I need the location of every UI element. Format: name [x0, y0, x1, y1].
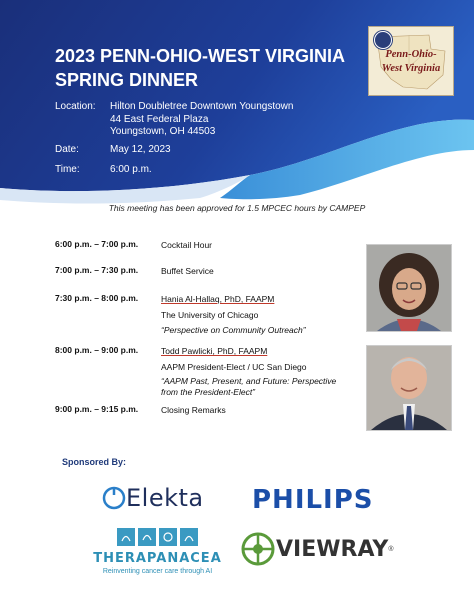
therapanacea-tagline: Reinventing cancer care through AI	[102, 568, 213, 575]
time-label: Time:	[55, 164, 80, 175]
talk-title: “Perspective on Community Outreach”	[161, 325, 306, 335]
agenda-time: 7:30 p.m. – 8:00 p.m.	[55, 293, 139, 303]
speaker-affiliation: The University of Chicago	[161, 310, 259, 320]
logo-text-line-1: Penn-Ohio-	[385, 49, 437, 60]
registered-mark: ®	[388, 545, 394, 553]
talk-title-line-2: from the President-Elect”	[161, 387, 256, 397]
speaker-name: Todd Pawlicki, PhD, FAAPM	[161, 346, 268, 356]
speaker-affiliation: AAPM President-Elect / UC San Diego	[161, 362, 307, 372]
location-venue: Hilton Doubletree Downtown Youngstown	[110, 101, 294, 112]
approval-note: This meeting has been approved for 1.5 MPCEC hours by CAMPEP	[108, 203, 366, 213]
agenda-time: 8:00 p.m. – 9:00 p.m.	[55, 345, 139, 355]
title-line-2: SPRING DINNER	[55, 70, 199, 90]
portrait-image	[367, 346, 451, 430]
therapanacea-logo	[90, 528, 225, 575]
elekta-wordmark: Elekta	[126, 484, 204, 512]
elekta-logo	[102, 484, 204, 512]
location-label: Location:	[55, 101, 96, 112]
philips-logo: PHILIPS	[252, 485, 374, 515]
penn-ohio-wv-logo	[368, 26, 454, 96]
viewray-mark-icon	[240, 531, 276, 567]
agenda-time: 6:00 p.m. – 7:00 p.m.	[55, 239, 139, 249]
agenda-desc: Closing Remarks	[161, 405, 226, 415]
date-label: Date:	[55, 144, 79, 155]
portrait-image	[367, 245, 451, 331]
agenda-time: 7:00 p.m. – 7:30 p.m.	[55, 265, 139, 275]
viewray-logo	[240, 531, 393, 567]
therapanacea-mark-icon	[90, 528, 225, 546]
location-address: 44 East Federal Plaza	[110, 113, 209, 125]
speaker-photo-todd	[366, 345, 452, 431]
time-value: 6:00 p.m.	[110, 164, 152, 175]
elekta-mark-icon	[102, 486, 126, 510]
agenda-desc: Cocktail Hour	[161, 240, 213, 250]
talk-title-line-1: “AAPM Past, Present, and Future: Perspective	[161, 376, 337, 386]
title-line-1: 2023 PENN-OHIO-WEST VIRGINIA	[55, 46, 346, 66]
location-city: Youngstown, OH 44503	[110, 126, 216, 137]
speaker-name: Hania Al-Hallaq, PhD, FAAPM	[161, 294, 275, 304]
agenda-desc: Buffet Service	[161, 266, 214, 276]
therapanacea-wordmark: THERAPANACEA	[93, 551, 222, 566]
sponsored-by-heading: Sponsored By:	[62, 457, 127, 467]
logo-text-line-2: West Virginia	[381, 63, 441, 74]
speaker-photo-hania	[366, 244, 452, 332]
page-title	[55, 44, 355, 92]
agenda-time: 9:00 p.m. – 9:15 p.m.	[55, 404, 139, 414]
date-value: May 12, 2023	[110, 144, 171, 155]
viewray-wordmark: VIEWRAY	[276, 536, 389, 562]
seal-icon	[374, 31, 392, 49]
